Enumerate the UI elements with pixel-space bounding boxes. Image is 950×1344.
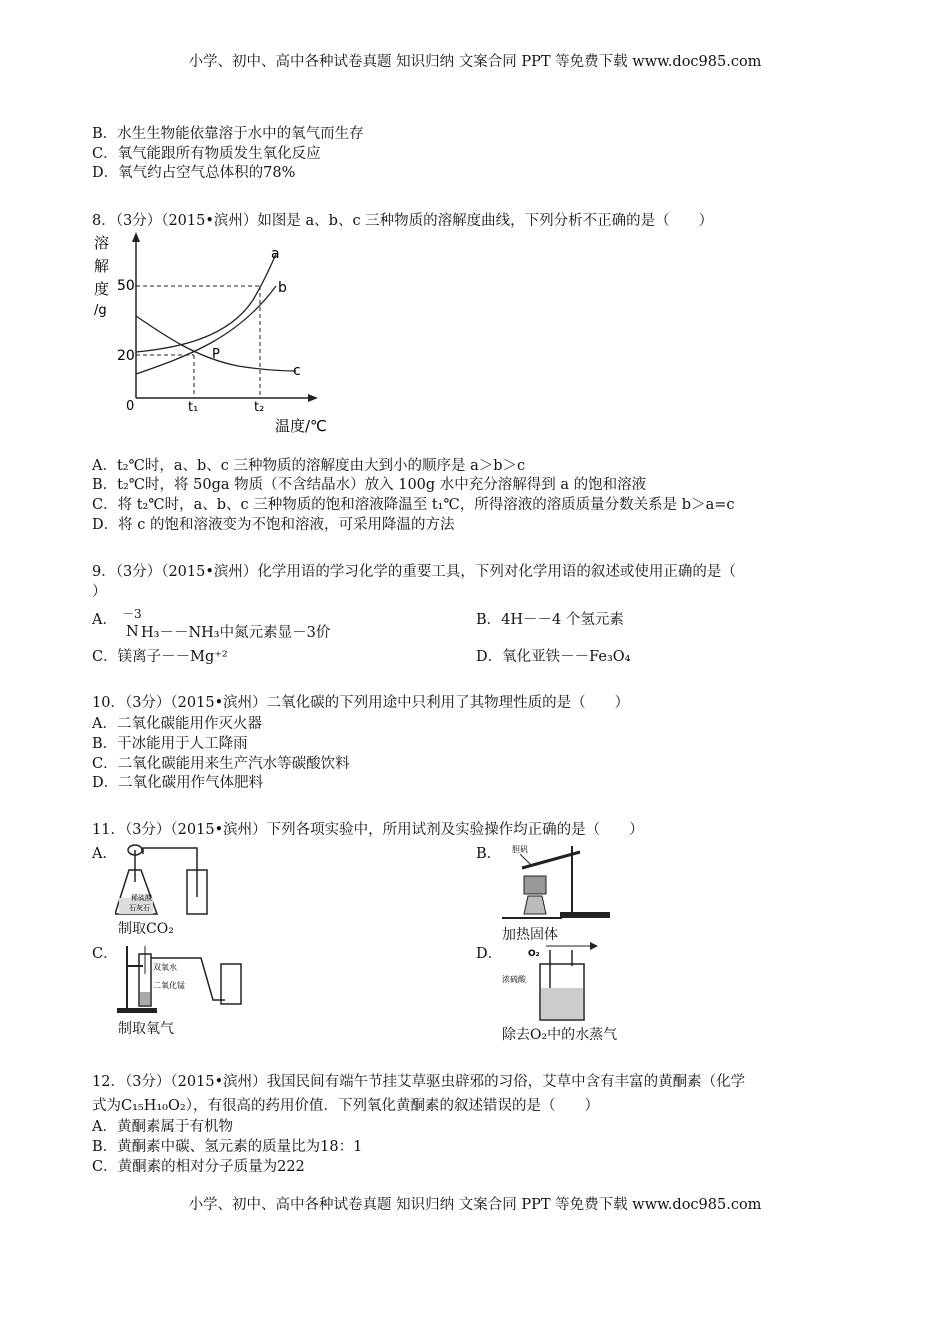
ytick-20: 20: [117, 348, 135, 364]
tag-dilute-sulfuric-acid: 稀硫酸: [131, 894, 152, 902]
q10-option-b: B．干冰能用于人工降雨: [92, 736, 248, 752]
tag-blue-vitriol: 胆矾: [512, 845, 528, 854]
x-axis-arrow: [308, 394, 318, 402]
q9-option-a-label: A．: [92, 612, 117, 628]
tag-manganese-dioxide: 二氧化锰: [153, 981, 185, 990]
heating-apparatus: [500, 840, 610, 922]
solubility-chart: [88, 228, 338, 438]
q12-stem-line1: 12．（3分）（2015•滨州）我国民间有端午节挂艾草驱虫辟邪的习俗，艾草中含有丰富的黄酮素（化学: [92, 1074, 746, 1090]
q9-stem-line1: 9．（3分）（2015•滨州）化学用语的学习化学的重要工具，下列对化学用语的叙述或使用正确的是（: [92, 564, 736, 580]
q11-stem: 11．（3分）（2015•滨州）下列各项实验中，所用试剂及实验操作均正确的是（ ）: [92, 822, 644, 838]
curve-a: [136, 254, 276, 352]
q9-option-d: D．氧化亚铁－－Fe₃O₄: [476, 649, 631, 665]
curve-c: [136, 316, 296, 371]
q11-option-a-label: A．: [92, 846, 117, 862]
y-label-1: 溶: [94, 234, 110, 252]
y-axis-arrow: [132, 232, 140, 242]
page-header: 小学、初中、高中各种试卷真题 知识归纳 文案合同 PPT 等免费下载 www.doc985.com: [188, 54, 762, 70]
drying-apparatus: [500, 940, 610, 1022]
curve-c-label: c: [293, 363, 301, 379]
q11-option-c-label: C．: [92, 946, 118, 962]
q10-stem: 10．（3分）（2015•滨州）二氧化碳的下列用途中只利用了其物理性质的是（ ）: [92, 695, 630, 711]
q10-option-d: D．二氧化碳用作气体肥料: [92, 775, 264, 791]
q11-caption-a: 制取CO₂: [118, 921, 174, 937]
tag-limestone: 石灰石: [129, 904, 150, 912]
ytick-50: 50: [117, 278, 135, 294]
page-footer: 小学、初中、高中各种试卷真题 知识归纳 文案合同 PPT 等免费下载 www.doc985.com: [188, 1197, 762, 1213]
q8-option-c: C．将 t₂℃时，a、b、c 三种物质的饱和溶液降温至 t₁℃，所得溶液的溶质质量分数关系是 b＞a=c: [92, 497, 735, 513]
q7-option-d: D．氧气约占空气总体积的78%: [92, 165, 296, 181]
y-label-2: 解: [94, 257, 110, 275]
oxygen-apparatus: [115, 944, 247, 1016]
origin-label: 0: [126, 399, 135, 414]
q9-stem-line2: ）: [92, 584, 107, 600]
curve-a-label: a: [271, 246, 280, 262]
q10-option-c: C．二氧化碳能用来生产汽水等碳酸饮料: [92, 756, 350, 772]
q11-option-b-label: B．: [476, 846, 502, 862]
curve-b-label: b: [278, 280, 287, 296]
co2-apparatus: [115, 842, 215, 920]
q11-caption-d: 除去O₂中的水蒸气: [502, 1027, 618, 1043]
q7-option-c: C．氧气能跟所有物质发生氧化反应: [92, 146, 321, 162]
q11-caption-b: 加热固体: [502, 927, 558, 943]
q9-option-c: C．镁离子－－Mg⁺²: [92, 649, 228, 665]
q10-option-a: A．二氧化碳能用作灭火器: [92, 716, 262, 732]
xtick-t2: t₂: [254, 400, 265, 415]
tag-hydrogen-peroxide: 双氧水: [153, 963, 177, 972]
q12-option-b: B．黄酮素中碳、氢元素的质量比为18：1: [92, 1139, 363, 1155]
q8-option-b: B．t₂℃时，将 50ga 物质（不含结晶水）放入 100g 水中充分溶解得到 a 的饱和溶液: [92, 477, 647, 493]
q8-stem: 8．（3分）（2015•滨州）如图是 a、b、c 三种物质的溶解度曲线，下列分析不正确的是（ ）: [92, 213, 714, 229]
q11-option-d-label: D．: [476, 946, 503, 962]
tag-oxygen: O₂: [528, 949, 540, 959]
point-p-label: P: [212, 347, 220, 362]
q9-option-a-text: H₃－－NH₃中氮元素显－3价: [141, 625, 331, 641]
xtick-t1: t₁: [188, 400, 199, 415]
q11-caption-c: 制取氧气: [118, 1021, 174, 1037]
q8-option-a: A．t₂℃时，a、b、c 三种物质的溶解度由大到小的顺序是 a＞b＞c: [92, 458, 526, 474]
y-label-4: /g: [94, 303, 107, 318]
q9-option-a-n: N: [126, 624, 139, 640]
q12-option-a: A．黄酮素属于有机物: [92, 1119, 233, 1135]
q9-option-a-valence: －3: [122, 607, 142, 621]
tag-conc-sulfuric-acid: 浓硫酸: [502, 975, 526, 984]
q9-option-b: B．4H－－4 个氢元素: [476, 612, 624, 628]
y-label-3: 度: [94, 280, 110, 298]
q12-stem-line2: 式为C₁₅H₁₀O₂），有很高的药用价值．下列氧化黄酮素的叙述错误的是（ ）: [92, 1098, 599, 1114]
x-axis-label: 温度/℃: [275, 417, 327, 435]
q7-option-b: B．水生生物能依靠溶于水中的氧气而生存: [92, 126, 364, 142]
q12-option-c: C．黄酮素的相对分子质量为222: [92, 1159, 305, 1175]
q8-option-d: D．将 c 的饱和溶液变为不饱和溶液，可采用降温的方法: [92, 517, 455, 533]
